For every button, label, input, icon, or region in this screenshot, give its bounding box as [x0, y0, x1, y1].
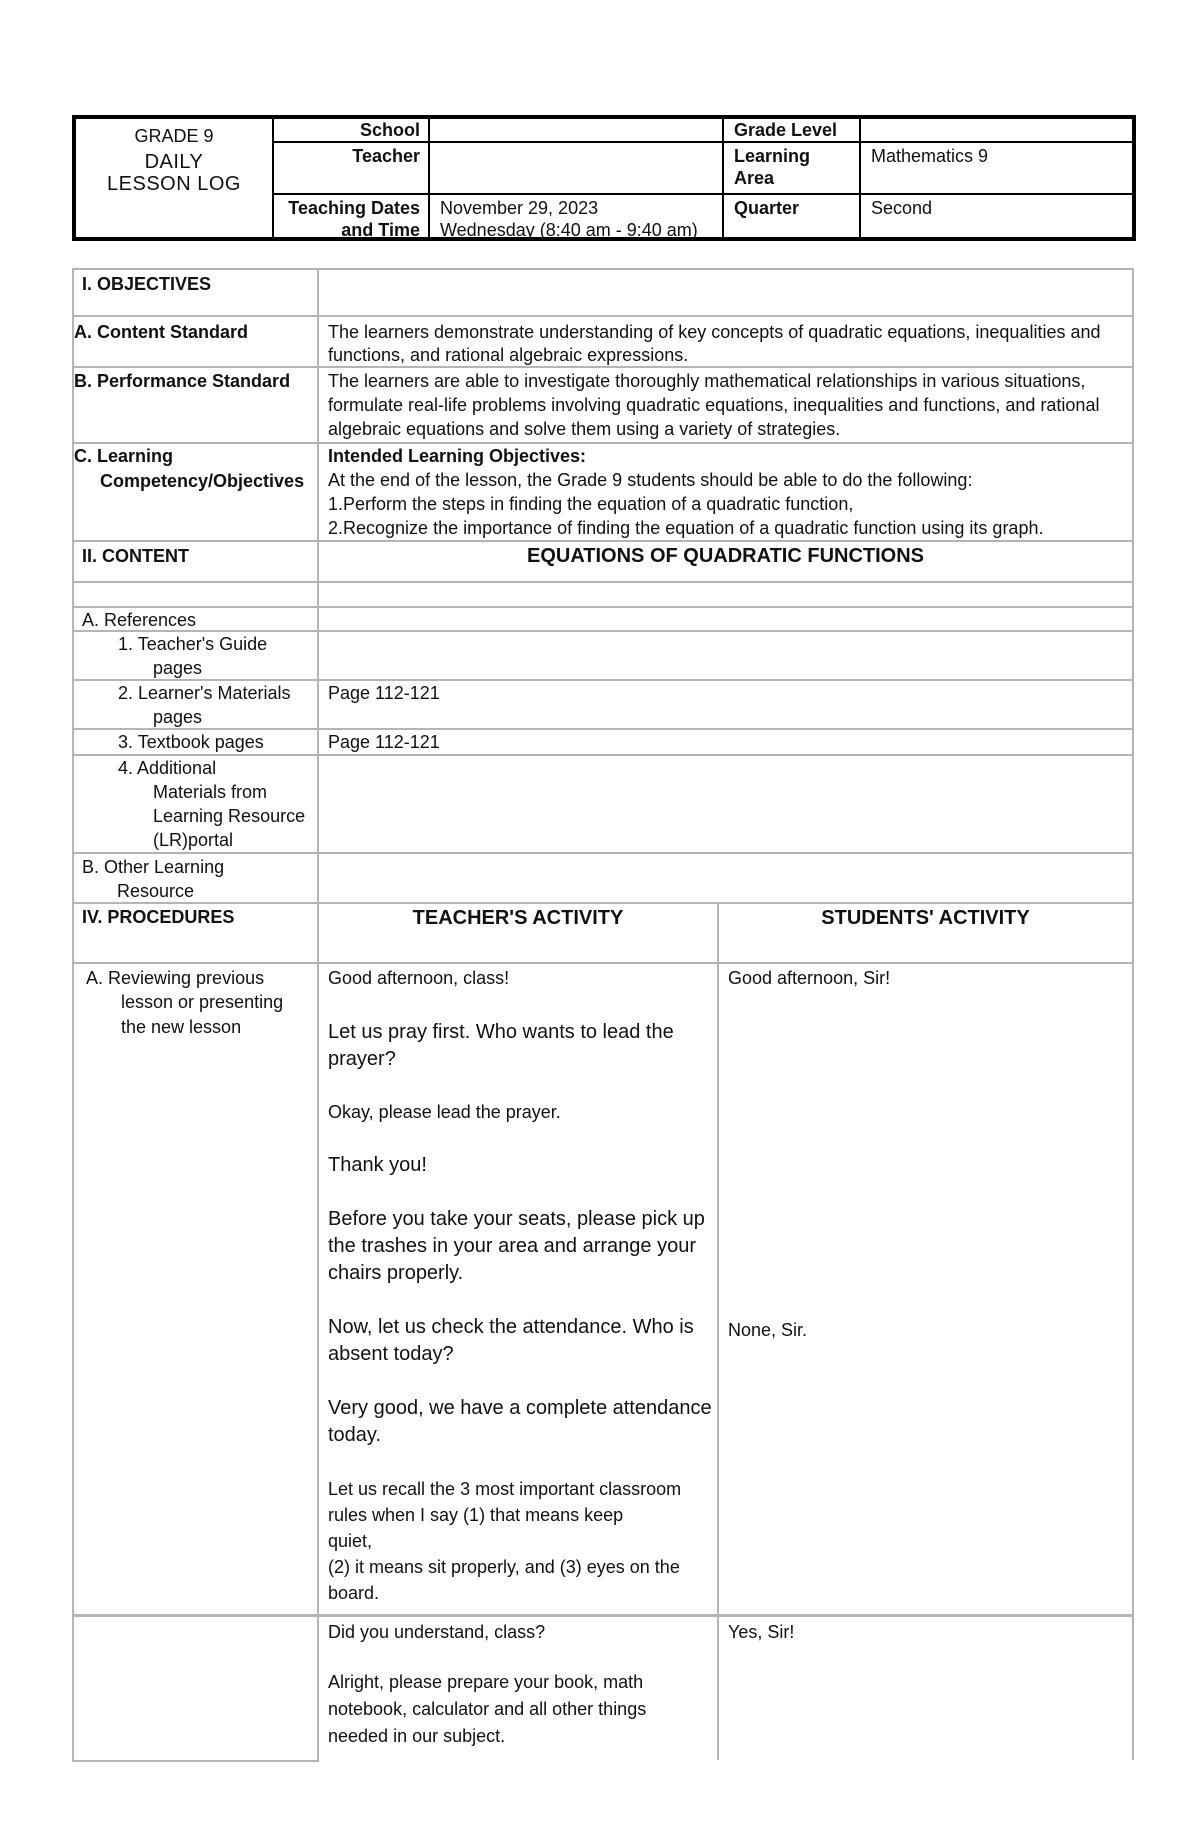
teacher-activity-heading: TEACHER'S ACTIVITY	[412, 907, 624, 929]
teacher-line: board.	[328, 1583, 380, 1603]
content-standard-label: A. Content Standard	[74, 322, 248, 342]
step-a-line1: A. Reviewing previous	[86, 968, 265, 988]
teacher-line-2: needed in our subject.	[328, 1726, 506, 1746]
content-standard-line1: The learners demonstrate understanding of key concepts of quadratic equations, inequalities and	[328, 322, 1101, 342]
student-greeting: Good afternoon, Sir!	[728, 968, 891, 988]
objective-1: 1.Perform the steps in finding the equation of a quadratic function,	[328, 494, 854, 514]
teacher-line: absent today?	[328, 1343, 454, 1365]
performance-standard-line3: algebraic equations and solve them using a variety of strategies.	[328, 419, 841, 439]
objective-2: 2.Recognize the importance of finding the equation of a quadratic function using its graph.	[328, 518, 1044, 538]
student-attendance: None, Sir.	[728, 1320, 808, 1340]
intended-objectives-heading: Intended Learning Objectives:	[328, 446, 587, 466]
quarter-value: Second	[871, 198, 933, 218]
teacher-line: (2) it means sit properly, and (3) eyes on the	[328, 1557, 680, 1577]
teacher-line: today.	[328, 1424, 381, 1446]
learners-materials-line1: 2. Learner's Materials	[118, 683, 291, 703]
teaching-dates-value	[428, 197, 722, 241]
grade-level-label: Grade Level	[734, 120, 838, 140]
teacher-line: prayer?	[328, 1048, 396, 1070]
title-daily: DAILY	[144, 151, 204, 173]
title-lesson-log: LESSON LOG	[107, 173, 241, 195]
content-title: EQUATIONS OF QUADRATIC FUNCTIONS	[526, 545, 925, 567]
teacher-line: Okay, please lead the prayer.	[328, 1102, 561, 1122]
teaching-dates-label-line2: and Time	[341, 220, 420, 240]
teacher-line-2: Did you understand, class?	[328, 1622, 546, 1642]
teacher-line: chairs properly.	[328, 1262, 464, 1284]
learners-materials-value: Page 112-121	[328, 683, 440, 703]
additional-line1: 4. Additional	[118, 758, 217, 778]
performance-standard-label: B. Performance Standard	[74, 371, 291, 391]
other-resource-line2: Resource	[117, 881, 195, 901]
procedures-heading: IV. PROCEDURES	[82, 907, 235, 927]
performance-standard-line1: The learners are able to investigate thoroughly mathematical relationships in various situations,	[328, 371, 1086, 391]
additional-line4: (LR)portal	[153, 830, 234, 850]
objectives-heading: I. OBJECTIVES	[82, 274, 212, 294]
learning-area-label-line2: Area	[734, 168, 775, 188]
step-a-line2: lesson or presenting	[121, 992, 284, 1012]
teacher-line-2: Alright, please prepare your book, math	[328, 1672, 644, 1692]
teacher-line-2: notebook, calculator and all other things	[328, 1699, 647, 1719]
teacher-line: Let us recall the 3 most important classroom	[328, 1479, 682, 1499]
intended-objectives-intro: At the end of the lesson, the Grade 9 students should be able to do the following:	[328, 470, 973, 490]
additional-line3: Learning Resource	[153, 806, 306, 826]
teacher-label: Teacher	[352, 146, 420, 166]
teachers-guide-line2: pages	[153, 658, 203, 678]
teaching-date: November 29, 2023	[440, 198, 599, 218]
other-resource-line1: B. Other Learning	[82, 857, 225, 877]
content-heading: II. CONTENT	[82, 546, 189, 566]
teacher-line: rules when I say (1) that means keep	[328, 1505, 624, 1525]
teacher-line: quiet,	[328, 1531, 373, 1551]
grade-label: GRADE 9	[134, 126, 214, 146]
learning-area-label-line1: Learning	[734, 146, 811, 166]
references-label: A. References	[82, 610, 197, 630]
header-title	[76, 119, 272, 195]
performance-standard-line2: formulate real-life problems involving quadratic equations, inequalities and functions, and rational	[328, 395, 1100, 415]
teacher-line: Let us pray first. Who wants to lead the	[328, 1021, 674, 1043]
content-standard-line2: functions, and rational algebraic expressions.	[328, 345, 689, 365]
teacher-line: Good afternoon, class!	[328, 968, 510, 988]
competency-label-line2: Competency/Objectives	[100, 471, 305, 491]
students-activity-heading: STUDENTS' ACTIVITY	[821, 907, 1030, 929]
additional-line2: Materials from	[153, 782, 268, 802]
quarter-label: Quarter	[734, 198, 800, 218]
competency-label-line1: C. Learning	[74, 446, 174, 466]
teacher-line: the trashes in your area and arrange your	[328, 1235, 696, 1257]
teacher-line: Now, let us check the attendance. Who is	[328, 1316, 694, 1338]
teacher-line: Thank you!	[328, 1154, 427, 1176]
teacher-line: Before you take your seats, please pick up	[328, 1208, 705, 1230]
teacher-line: Very good, we have a complete attendance	[328, 1397, 712, 1419]
teachers-guide-line1: 1. Teacher's Guide	[118, 634, 268, 654]
header-table	[72, 115, 1136, 241]
textbook-label: 3. Textbook pages	[118, 732, 264, 752]
teaching-dates-label-line1: Teaching Dates	[288, 198, 420, 218]
school-label: School	[359, 120, 420, 140]
teaching-time: Wednesday (8:40 am - 9:40 am)	[440, 220, 698, 240]
learning-area-value: Mathematics 9	[871, 146, 989, 166]
textbook-value: Page 112-121	[328, 732, 440, 752]
learning-area-label	[722, 145, 859, 189]
learners-materials-line2: pages	[153, 707, 203, 727]
student-yes: Yes, Sir!	[728, 1622, 795, 1642]
teaching-dates-label	[272, 197, 428, 241]
step-a-line3: the new lesson	[121, 1017, 242, 1037]
